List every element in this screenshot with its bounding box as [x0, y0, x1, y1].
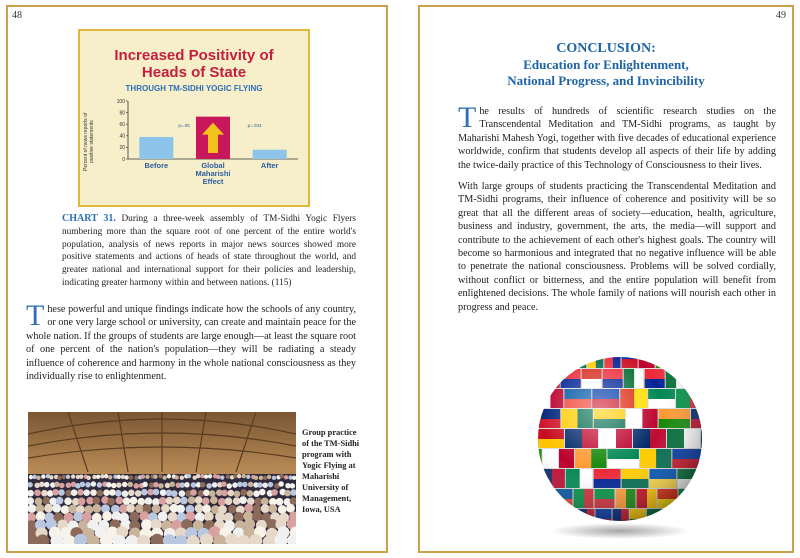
chart-panel — [78, 29, 310, 207]
heading-line1: CONCLUSION: — [556, 41, 656, 56]
x-category-label: Effect — [202, 177, 224, 186]
right-body — [458, 101, 776, 322]
chart-title-line2: Heads of State — [141, 64, 247, 81]
p-value-label: p=.05 — [178, 122, 190, 128]
x-category-label: Before — [144, 161, 169, 170]
chart-caption — [62, 213, 356, 290]
chart-caption-text: During a three-week assembly of TM-Sidhi Yogic Flyers numbering more than the square root of one percent of the entire world's population, analysis of news reports in major news sources showed more positive statements and actions of heads of state throughout the world, and greater national and international support for their policies and leadership, indicating greater harmony within and between nations. — [62, 214, 356, 288]
left-page — [6, 5, 388, 553]
right-paragraph-1 — [458, 101, 776, 172]
chart-subtitle: THROUGH TM-SIDHI YOGIC FLYING — [125, 84, 263, 93]
y-tick-label: 100 — [116, 98, 125, 105]
x-category-label: After — [260, 161, 279, 170]
x-category-label: Maharishi — [195, 169, 231, 178]
chart-caption-lead: CHART 31. — [62, 213, 116, 224]
chart-title — [80, 47, 308, 81]
heading-line3: National Progress, and Invincibility — [507, 73, 705, 88]
flag-globe-image — [530, 349, 710, 541]
left-body-paragraph — [26, 299, 356, 383]
x-category-label: Global — [201, 161, 225, 170]
right-page — [418, 5, 794, 553]
page-number-right: 49 — [776, 10, 786, 21]
right-paragraph-1-text: he results of hundreds of scientific research studies on the Transcendental Meditation and TM-Sidhi programs, as taught by Maharishi Mahesh Yogi, together with five decades of educational experience worldwide, confirm that students develop all aspects of their life by adding the twice-daily practice of this Technology of Consciousness to their lives. — [458, 106, 776, 171]
y-tick-label: 0 — [122, 156, 125, 163]
dropcap-left: T — [26, 299, 45, 332]
bar-chart — [106, 97, 302, 207]
page-number-left: 48 — [12, 10, 22, 21]
y-tick-label: 40 — [119, 133, 125, 140]
y-tick-label: 80 — [119, 110, 125, 117]
p-value-label: p=.034 — [247, 122, 262, 128]
chart-title-line1: Increased Positivity of — [114, 47, 274, 64]
y-tick-label: 20 — [119, 145, 125, 152]
bar-0 — [139, 137, 173, 159]
conclusion-heading — [420, 41, 792, 89]
photo-caption: Group practice of the TM-Sidhi program with Yogic Flying at Maharishi University of Management, Iowa, USA — [302, 428, 360, 514]
heading-line2: Education for Enlightenment, — [523, 57, 689, 72]
chart-y-label: Percent of news reports of positive statements — [83, 112, 95, 172]
right-paragraph-2: With large groups of students practicing the Transcendental Meditation and TM-Sidhi programs, their influence of coherence and positivity will be so great that all the different areas of society—education, health, agriculture, business and industry, government, the arts, the media—will support and contribute to the achievement of each other's highest goals. The country will become so harmonious and integrated that no negative influence will be able to penetrate the national consciousness. Problems will be solved cordially, without conflict or bitterness, and the entire population will benefit from enlightened decisions. The whole family of nations will nourish each other in progress and peace. — [458, 181, 776, 313]
y-tick-label: 60 — [119, 122, 125, 128]
left-body-text: hese powerful and unique findings indicate how the schools of any country, or one very large school or university, can create and maintain peace for the whole nation. If the groups of students are large enough—at least the square root of one percent of the nation's population—they will be radiating a steady influence of coherence and harmony in the whole national consciousness as they individually rise to enlightenment. — [26, 304, 356, 383]
dropcap-right: T — [458, 101, 477, 134]
bar-2 — [253, 150, 287, 159]
group-practice-photo — [28, 412, 296, 544]
chart-caption-ref: (115) — [271, 277, 292, 288]
